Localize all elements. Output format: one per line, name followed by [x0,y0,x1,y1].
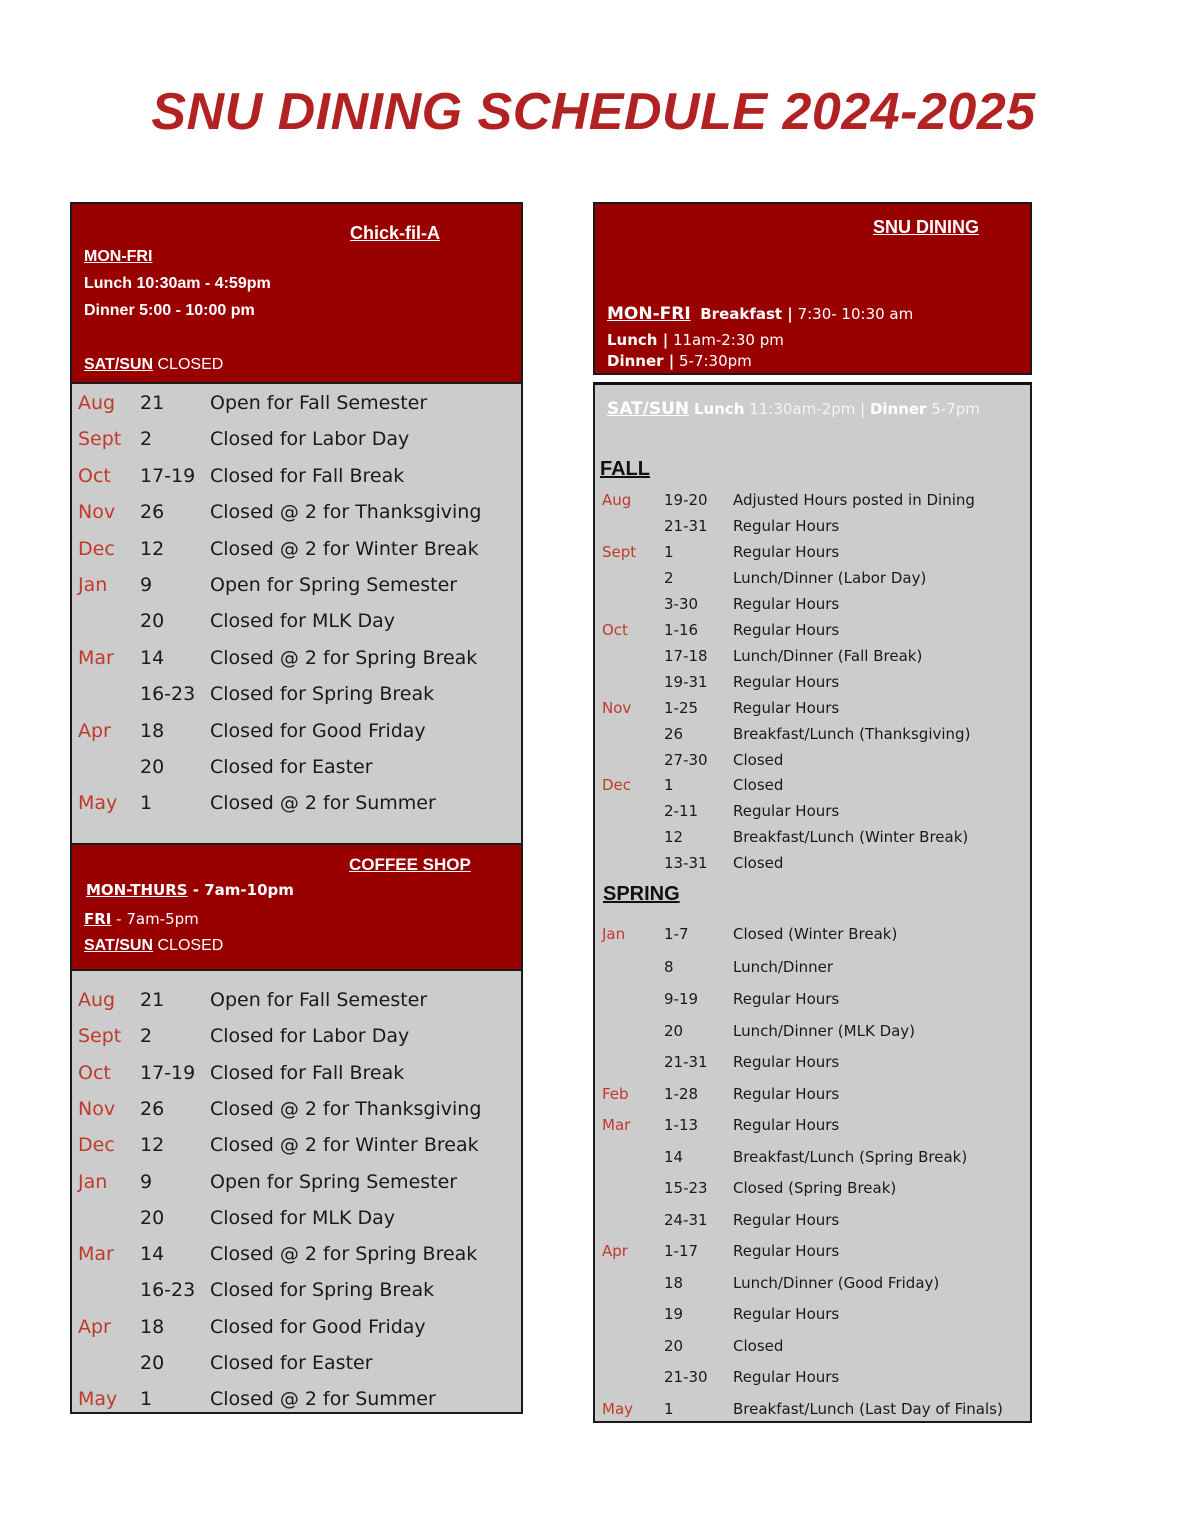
chickfila-month: Nov [78,501,116,524]
snu-breakfast-hours: 7:30- 10:30 am [792,305,914,323]
coffee-weekend-label: SAT/SUN [84,937,154,954]
coffee-month: Aug [78,989,116,1011]
chickfila-month: Jan [78,574,108,596]
snu-spring-event: Regular Hours [733,1305,840,1323]
snu-dinner-hours: 5-7:30pm [674,352,752,370]
chickfila-event: Closed @ 2 for Thanksgiving [210,501,482,524]
snu-spring-event: Lunch/Dinner (MLK Day) [733,1022,916,1040]
chickfila-weekend [84,356,223,374]
coffee-date: 20 [140,1352,165,1374]
snu-spring-date: 14 [664,1148,684,1166]
snu-spring-row [595,1179,1030,1201]
coffee-row [72,1171,521,1203]
snu-spring-event: Regular Hours [733,1242,840,1260]
snu-fall-date: 27-30 [664,750,708,769]
snu-fall-row [595,569,1030,591]
coffee-event: Closed for Spring Break [210,1279,435,1302]
chickfila-weekend-label: SAT/SUN [84,356,154,373]
snu-fall-event: Breakfast/Lunch (Thanksgiving) [733,724,971,743]
snu-fall-date: 19-20 [664,491,708,509]
coffee-event: Closed @ 2 for Summer [210,1388,436,1411]
snu-fall-row [595,517,1030,539]
snu-fall-row [595,802,1030,824]
chickfila-row [72,756,521,788]
snu-fall-event: Regular Hours [733,698,840,717]
chickfila-event: Closed @ 2 for Spring Break [210,646,478,669]
chickfila-month: Aug [78,392,116,414]
chickfila-row [72,792,521,824]
coffee-date: 21 [140,989,165,1011]
snu-spring-row [595,1022,1030,1044]
snu-fall-date: 2-11 [664,802,699,821]
chickfila-row [72,647,521,679]
chickfila-event: Closed for Spring Break [210,683,435,706]
coffee-date: 9 [140,1170,153,1193]
chickfila-row [72,392,521,424]
snu-fall-event: Regular Hours [733,594,840,613]
coffee-date: 16-23 [140,1279,196,1302]
chickfila-event: Closed for Fall Break [210,464,405,487]
coffee-event: Closed @ 2 for Thanksgiving [210,1097,482,1120]
chickfila-event: Open for Fall Semester [210,392,428,414]
chickfila-row [72,683,521,715]
snu-spring-date: 1-7 [664,925,689,943]
coffee-row [72,1316,521,1348]
coffee-month: Nov [78,1097,116,1120]
snu-fall-date: 19-31 [664,672,708,691]
coffee-month: Jan [78,1170,108,1193]
snu-fall-date: 12 [664,828,684,847]
chickfila-date: 17-19 [140,464,196,487]
chickfila-event: Closed @ 2 for Summer [210,792,436,815]
chickfila-date: 18 [140,719,165,742]
snu-fall-row [595,491,1030,513]
coffee-row [72,1243,521,1275]
snu-fall-event: Regular Hours [733,672,840,691]
snu-spring-date: 1-17 [664,1242,699,1260]
chickfila-row [72,720,521,752]
chickfila-month: Dec [78,537,115,560]
snu-fall-event: Regular Hours [733,516,840,535]
coffee-event: Closed for MLK Day [210,1206,396,1229]
chickfila-event: Closed @ 2 for Winter Break [210,537,479,560]
spring-section-heading: SPRING [603,883,680,905]
snu-spring-row [595,1116,1030,1138]
snu-spring-row [595,1400,1030,1422]
snu-weekend-lunch-label: Lunch [693,400,745,418]
snu-spring-date: 1-28 [664,1085,699,1103]
snu-fall-date: 1-16 [664,620,699,639]
snu-spring-row [595,990,1030,1012]
snu-dining-title: SNU DINING [873,217,980,237]
coffee-row [72,1279,521,1311]
snu-weekday-dinner [607,352,752,370]
snu-spring-row [595,925,1030,947]
chickfila-event: Closed for Good Friday [210,719,426,742]
chickfila-date: 14 [140,646,165,669]
snu-spring-date: 21-30 [664,1368,708,1386]
snu-spring-event: Breakfast/Lunch (Last Day of Finals) [733,1400,1003,1418]
snu-spring-row [595,1337,1030,1359]
chickfila-month: Apr [78,719,111,742]
coffee-fri [84,910,199,928]
snu-fall-event: Regular Hours [733,802,840,821]
snu-spring-date: 24-31 [664,1211,708,1229]
coffee-fri-label: FRI [84,910,112,928]
coffee-month: Dec [78,1134,115,1157]
chickfila-row [72,428,521,460]
snu-weekend-dinner-label: Dinner [869,400,927,418]
chickfila-weekday-label: MON-FRI [84,248,153,265]
snu-spring-date: 18 [664,1274,684,1292]
snu-spring-event: Regular Hours [733,1085,840,1103]
coffee-weekend [84,937,223,955]
coffee-monthurs [86,881,294,899]
chickfila-lunch-hours: Lunch 10:30am - 4:59pm [84,275,271,292]
snu-spring-row [595,1305,1030,1327]
snu-spring-date: 15-23 [664,1179,708,1197]
snu-spring-month: May [602,1400,634,1418]
coffee-date: 17-19 [140,1061,196,1084]
snu-fall-event: Lunch/Dinner (Labor Day) [733,568,927,587]
coffee-date: 1 [140,1388,153,1411]
chickfila-month: Sept [78,428,122,451]
snu-spring-row [595,1274,1030,1296]
coffee-date: 2 [140,1025,153,1048]
chickfila-month: Oct [78,464,111,487]
snu-spring-row [595,1211,1030,1233]
snu-fall-row [595,828,1030,850]
chickfila-event: Closed for Labor Day [210,428,410,451]
coffee-monthurs-label: MON-THURS [86,881,188,899]
snu-spring-month: Feb [602,1085,629,1103]
snu-fall-event: Regular Hours [733,620,840,639]
snu-fall-event: Closed [733,750,784,769]
chickfila-dinner-hours: Dinner 5:00 - 10:00 pm [84,302,255,319]
coffee-row [72,1098,521,1130]
snu-fall-month: Nov [602,698,632,717]
chickfila-title: Chick-fil-A [350,223,440,243]
chickfila-date: 12 [140,537,165,560]
snu-fall-row [595,595,1030,617]
snu-breakfast-label: Breakfast | [700,305,793,323]
coffee-event: Closed for Easter [210,1352,373,1374]
coffee-event: Closed for Fall Break [210,1061,405,1084]
coffee-row [72,1207,521,1239]
coffee-date: 18 [140,1315,165,1338]
chickfila-date: 20 [140,610,165,633]
snu-lunch-label: Lunch | [607,331,669,349]
snu-fall-month: Sept [602,542,637,561]
snu-spring-date: 1 [664,1400,674,1418]
chickfila-event: Closed for MLK Day [210,610,396,633]
snu-fall-date: 21-31 [664,516,708,535]
chickfila-row [72,538,521,570]
chickfila-weekend-status: CLOSED [157,356,224,373]
snu-spring-event: Regular Hours [733,1211,840,1229]
snu-fall-row [595,647,1030,669]
snu-weekday-label: MON-FRI [607,304,691,324]
snu-spring-event: Closed [733,1337,784,1355]
snu-spring-month: Apr [602,1242,628,1260]
coffee-monthurs-hours: - 7am-10pm [187,881,294,899]
coffee-event: Closed @ 2 for Spring Break [210,1243,478,1266]
snu-fall-event: Adjusted Hours posted in Dining [733,491,975,509]
snu-spring-event: Closed (Spring Break) [733,1179,897,1197]
chickfila-date: 1 [140,792,153,815]
chickfila-month: Mar [78,646,114,669]
chickfila-date: 21 [140,392,165,414]
coffee-shop-header [70,843,523,971]
snu-weekend [607,399,980,419]
snu-fall-row [595,776,1030,798]
chickfila-date: 16-23 [140,683,196,706]
chickfila-date: 20 [140,756,165,778]
snu-spring-event: Regular Hours [733,990,840,1008]
coffee-row [72,1352,521,1384]
chickfila-row [72,574,521,606]
snu-fall-row [595,854,1030,876]
snu-fall-date: 1 [664,542,674,561]
chickfila-event: Open for Spring Semester [210,574,458,596]
snu-fall-row [595,621,1030,643]
snu-fall-event: Breakfast/Lunch (Winter Break) [733,828,969,847]
snu-fall-date: 2 [664,568,674,587]
coffee-event: Open for Spring Semester [210,1170,458,1193]
snu-spring-row [595,1148,1030,1170]
snu-fall-month: Oct [602,620,628,639]
snu-spring-date: 1-13 [664,1116,699,1134]
chickfila-month: May [78,792,118,815]
chickfila-date: 2 [140,428,153,451]
chickfila-event: Closed for Easter [210,756,373,778]
chickfila-header [70,202,523,385]
snu-fall-row [595,725,1030,747]
snu-spring-event: Regular Hours [733,1116,840,1134]
coffee-shop-title: COFFEE SHOP [349,855,471,874]
coffee-month: Oct [78,1061,111,1084]
snu-spring-row [595,1085,1030,1107]
page-title: SNU DINING SCHEDULE 2024-2025 [151,83,1036,141]
coffee-month: May [78,1388,118,1411]
snu-fall-event: Closed [733,776,784,795]
snu-spring-event: Lunch/Dinner [733,958,834,976]
snu-spring-date: 19 [664,1305,684,1323]
snu-spring-month: Mar [602,1116,631,1134]
snu-spring-date: 8 [664,958,674,976]
snu-fall-date: 3-30 [664,594,699,613]
snu-spring-event: Lunch/Dinner (Good Friday) [733,1274,940,1292]
chickfila-row [72,610,521,642]
chickfila-row [72,465,521,497]
snu-fall-row [595,673,1030,695]
snu-fall-event: Regular Hours [733,542,840,561]
coffee-event: Closed for Labor Day [210,1025,410,1048]
chickfila-schedule-list [70,382,523,845]
snu-fall-month: Dec [602,776,632,795]
snu-spring-event: Regular Hours [733,1053,840,1071]
snu-spring-row [595,1242,1030,1264]
snu-fall-event: Closed [733,854,784,873]
coffee-month: Mar [78,1243,114,1266]
coffee-row [72,989,521,1021]
coffee-event: Open for Fall Semester [210,989,428,1011]
coffee-row [72,1388,521,1420]
snu-dining-schedule-list [593,382,1032,1423]
snu-dinner-label: Dinner | [607,352,675,370]
coffee-date: 20 [140,1206,165,1229]
snu-fall-date: 1 [664,776,674,795]
coffee-date: 14 [140,1243,165,1266]
snu-spring-month: Jan [602,925,626,943]
snu-fall-date: 1-25 [664,698,699,717]
snu-weekend-label: SAT/SUN [607,399,690,419]
fall-section-heading: FALL [600,458,650,480]
coffee-row [72,1134,521,1166]
coffee-date: 12 [140,1134,165,1157]
coffee-month: Apr [78,1315,111,1338]
coffee-fri-hours: - 7am-5pm [111,910,199,928]
snu-fall-row [595,699,1030,721]
snu-spring-date: 20 [664,1337,684,1355]
snu-spring-row [595,958,1030,980]
snu-spring-event: Closed (Winter Break) [733,925,898,943]
snu-spring-date: 9-19 [664,990,699,1008]
coffee-row [72,1062,521,1094]
coffee-row [72,1025,521,1057]
snu-dining-header [593,202,1032,375]
snu-fall-event: Lunch/Dinner (Fall Break) [733,646,923,665]
snu-spring-date: 21-31 [664,1053,708,1071]
coffee-shop-schedule-list [70,969,523,1414]
snu-fall-row [595,543,1030,565]
snu-weekend-lunch-hours: 11:30am-2pm | [744,400,870,418]
snu-fall-date: 26 [664,724,684,743]
snu-weekend-dinner-hours: 5-7pm [926,400,980,418]
snu-spring-row [595,1368,1030,1390]
snu-spring-event: Breakfast/Lunch (Spring Break) [733,1148,968,1166]
snu-fall-month: Aug [602,491,632,509]
coffee-event: Closed @ 2 for Winter Break [210,1134,479,1157]
snu-weekday-breakfast [607,304,913,324]
snu-spring-date: 20 [664,1022,684,1040]
chickfila-date: 9 [140,574,153,596]
snu-spring-row [595,1053,1030,1075]
snu-weekday-lunch [607,331,784,349]
snu-fall-date: 13-31 [664,854,708,873]
coffee-event: Closed for Good Friday [210,1315,426,1338]
coffee-month: Sept [78,1025,122,1048]
snu-fall-date: 17-18 [664,646,708,665]
snu-spring-event: Regular Hours [733,1368,840,1386]
snu-lunch-hours: 11am-2:30 pm [668,331,784,349]
snu-fall-row [595,751,1030,773]
chickfila-date: 26 [140,501,165,524]
coffee-date: 26 [140,1097,165,1120]
chickfila-row [72,501,521,533]
coffee-weekend-status: CLOSED [157,937,224,954]
